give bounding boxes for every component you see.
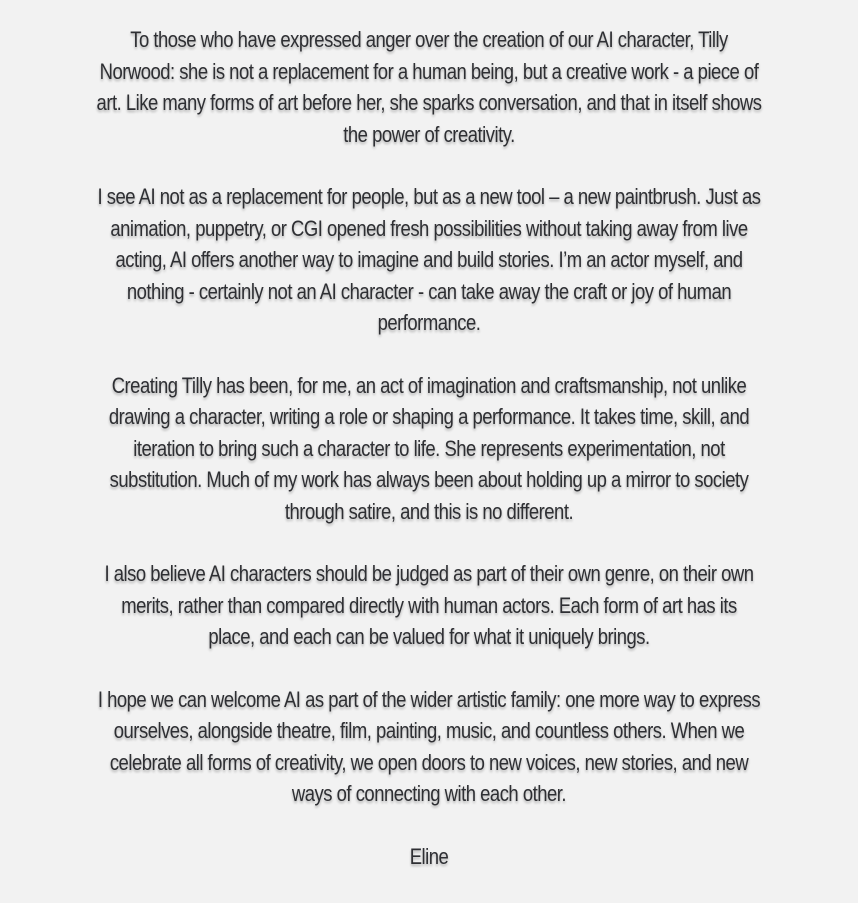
text-line: through satire, and this is no different. — [284, 498, 574, 524]
text-line: art. Like many forms of art before her, she sparks conversation, and that in itself shows — [96, 90, 762, 115]
text-line: merits, rather than compared directly with human actors. Each form of art has its — [121, 592, 737, 618]
paragraph-5 — [0, 684, 858, 810]
text-line: nothing - certainly not an AI character - can take away the craft or joy of human — [126, 278, 732, 304]
text-line: iteration to bring such a character to life. She represents experimentation, not — [133, 435, 725, 461]
statement-document — [0, 24, 858, 903]
signature-name: Eline — [409, 843, 449, 869]
text-line: I hope we can welcome AI as part of the wider artistic family: one more way to express — [97, 686, 761, 712]
text-line: Creating Tilly has been, for me, an act of imagination and craftsmanship, not unlike — [111, 372, 747, 398]
signature — [0, 841, 858, 873]
text-line: ourselves, alongside theatre, film, painting, music, and countless others. When we — [113, 718, 745, 743]
text-line: acting, AI offers another way to imagine and build stories. I’m an actor myself, and — [115, 247, 743, 272]
text-line: performance. — [377, 310, 481, 335]
paragraph-1 — [0, 24, 858, 150]
text-line: ways of connecting with each other. — [291, 781, 567, 806]
text-line: celebrate all forms of creativity, we open doors to new voices, new stories, and new — [109, 749, 749, 775]
text-line: To those who have expressed anger over the creation of our AI character, Tilly — [130, 27, 728, 52]
text-line: animation, puppetry, or CGI opened fresh possibilities without taking away from live — [110, 215, 748, 241]
text-line: I see AI not as a replacement for people, but as a new tool – a new paintbrush. Just as — [97, 184, 761, 209]
text-line: I also believe AI characters should be judged as part of their own genre, on their own — [104, 561, 754, 586]
paragraph-4 — [0, 558, 858, 653]
text-line: Norwood: she is not a replacement for a human being, but a creative work - a piece of — [99, 58, 759, 84]
text-line: substitution. Much of my work has always been about holding up a mirror to society — [109, 467, 749, 492]
paragraph-3 — [0, 370, 858, 528]
text-line: the power of creativity. — [343, 121, 515, 147]
text-line: place, and each can be valued for what it uniquely brings. — [208, 624, 650, 649]
paragraph-2 — [0, 181, 858, 339]
text-line: drawing a character, writing a role or shaping a performance. It takes time, skill, and — [108, 404, 750, 429]
